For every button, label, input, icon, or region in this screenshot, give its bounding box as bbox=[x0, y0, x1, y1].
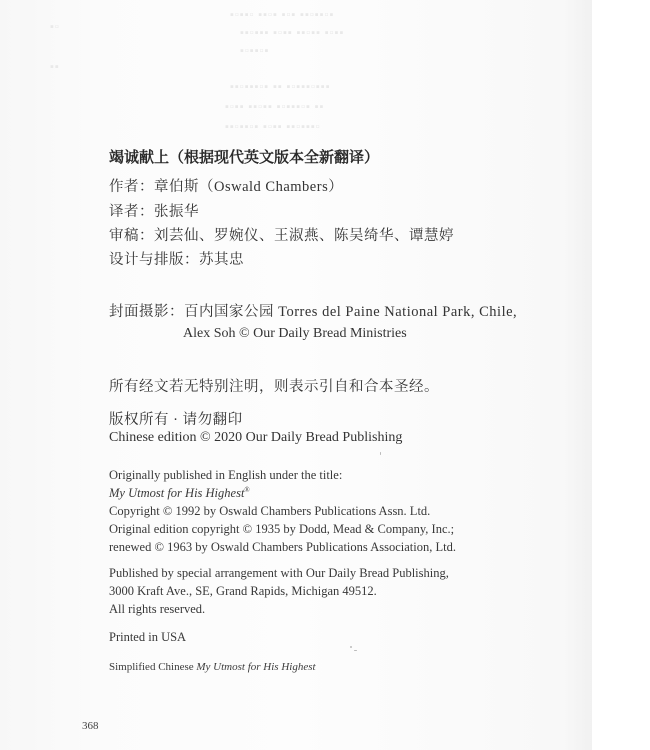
credit-value: 刘芸仙、罗婉仪、王淑燕、陈吴绮华、谭慧婷 bbox=[154, 228, 454, 244]
copyright-1992: Copyright © 1992 by Oswald Chambers Publications Assn. Ltd. bbox=[109, 504, 431, 518]
book-title-line: 竭诚献上（根据现代英文版本全新翻译） bbox=[109, 150, 380, 166]
cover-photo-location: 百内国家公园 Torres del Paine National Park, Chile, bbox=[184, 304, 518, 320]
credit-label: 作者： bbox=[109, 179, 154, 195]
simplified-title: My Utmost for His Highest bbox=[196, 661, 316, 673]
credit-value: 苏其忠 bbox=[199, 252, 244, 268]
credit-label: 设计与排版： bbox=[109, 252, 199, 268]
paper-speck bbox=[380, 452, 381, 455]
bleed-through-text: ▪▪▫▪▪▫▪ ▪▫▪▪ ▪▪▫▪▪▪▫ bbox=[225, 121, 321, 133]
page-number: 368 bbox=[82, 720, 99, 732]
bleed-through-text: ▪▪▫▪▪▪ ▪▫▪▪ ▪▪▫▪▪ ▪▫▪▪ bbox=[240, 27, 345, 39]
rights-reserved-zh: 版权所有 · 请勿翻印 bbox=[109, 412, 243, 428]
copyright-1963: renewed © 1963 by Oswald Chambers Publications Association, Ltd. bbox=[109, 540, 456, 554]
credit-value: 张振华 bbox=[154, 204, 199, 220]
chinese-edition-copyright: Chinese edition © 2020 Our Daily Bread Publishing bbox=[109, 430, 403, 445]
simplified-prefix: Simplified Chinese bbox=[109, 661, 197, 673]
publisher-arrangement: Published by special arrangement with Our Daily Bread Publishing, bbox=[109, 566, 449, 580]
credit-author bbox=[109, 175, 343, 196]
copyright-1935: Original edition copyright © 1935 by Dodd, Mead & Company, Inc.; bbox=[109, 522, 455, 536]
credit-label: 译者： bbox=[109, 204, 154, 220]
cover-photo-line-1 bbox=[109, 300, 517, 321]
bleed-through-text: ▪▪▫▪▪▪▫▪ ▪▪ ▪▫▪▪▪▫▪▪▪ bbox=[230, 81, 331, 93]
bleed-through-text: ▪▫▪▪ ▪▪▫▪▪ ▪▫▪▪▪▫▪ ▪▪ bbox=[225, 101, 325, 113]
credit-reviewers bbox=[109, 224, 454, 245]
original-title bbox=[109, 486, 250, 501]
registered-mark: ® bbox=[244, 486, 250, 494]
original-publication-line: Originally published in English under the title: bbox=[109, 468, 343, 482]
bleed-through-text: ▪▪ bbox=[50, 61, 60, 73]
paper-speck bbox=[350, 646, 352, 648]
paper-speck bbox=[354, 650, 357, 651]
bleed-through-text: ▪▫ bbox=[50, 21, 60, 33]
credit-label: 审稿： bbox=[109, 228, 154, 244]
all-rights-reserved: All rights reserved. bbox=[109, 602, 206, 616]
cover-photo-line-2: Alex Soh © Our Daily Bread Ministries bbox=[183, 326, 407, 341]
original-title-text: My Utmost for His Highest bbox=[109, 486, 245, 501]
scripture-note: 所有经文若无特别注明，则表示引自和合本圣经。 bbox=[109, 379, 439, 395]
cover-photo-label: 封面摄影： bbox=[109, 304, 184, 320]
credit-value: 章伯斯（Oswald Chambers） bbox=[154, 179, 344, 195]
bleed-through-text: ▪▫▪▪▫ ▪▪▫▪ ▪▫▪ ▪▪▫▪▪▫▪ bbox=[230, 9, 335, 21]
credit-translator bbox=[109, 200, 199, 221]
publisher-address: 3000 Kraft Ave., SE, Grand Rapids, Michigan 49512. bbox=[109, 584, 377, 598]
bleed-through-text: ▪▫▪▪▫▪ bbox=[240, 45, 270, 57]
simplified-chinese-line bbox=[109, 661, 316, 673]
printed-in: Printed in USA bbox=[109, 630, 187, 644]
credit-designer bbox=[109, 248, 244, 269]
